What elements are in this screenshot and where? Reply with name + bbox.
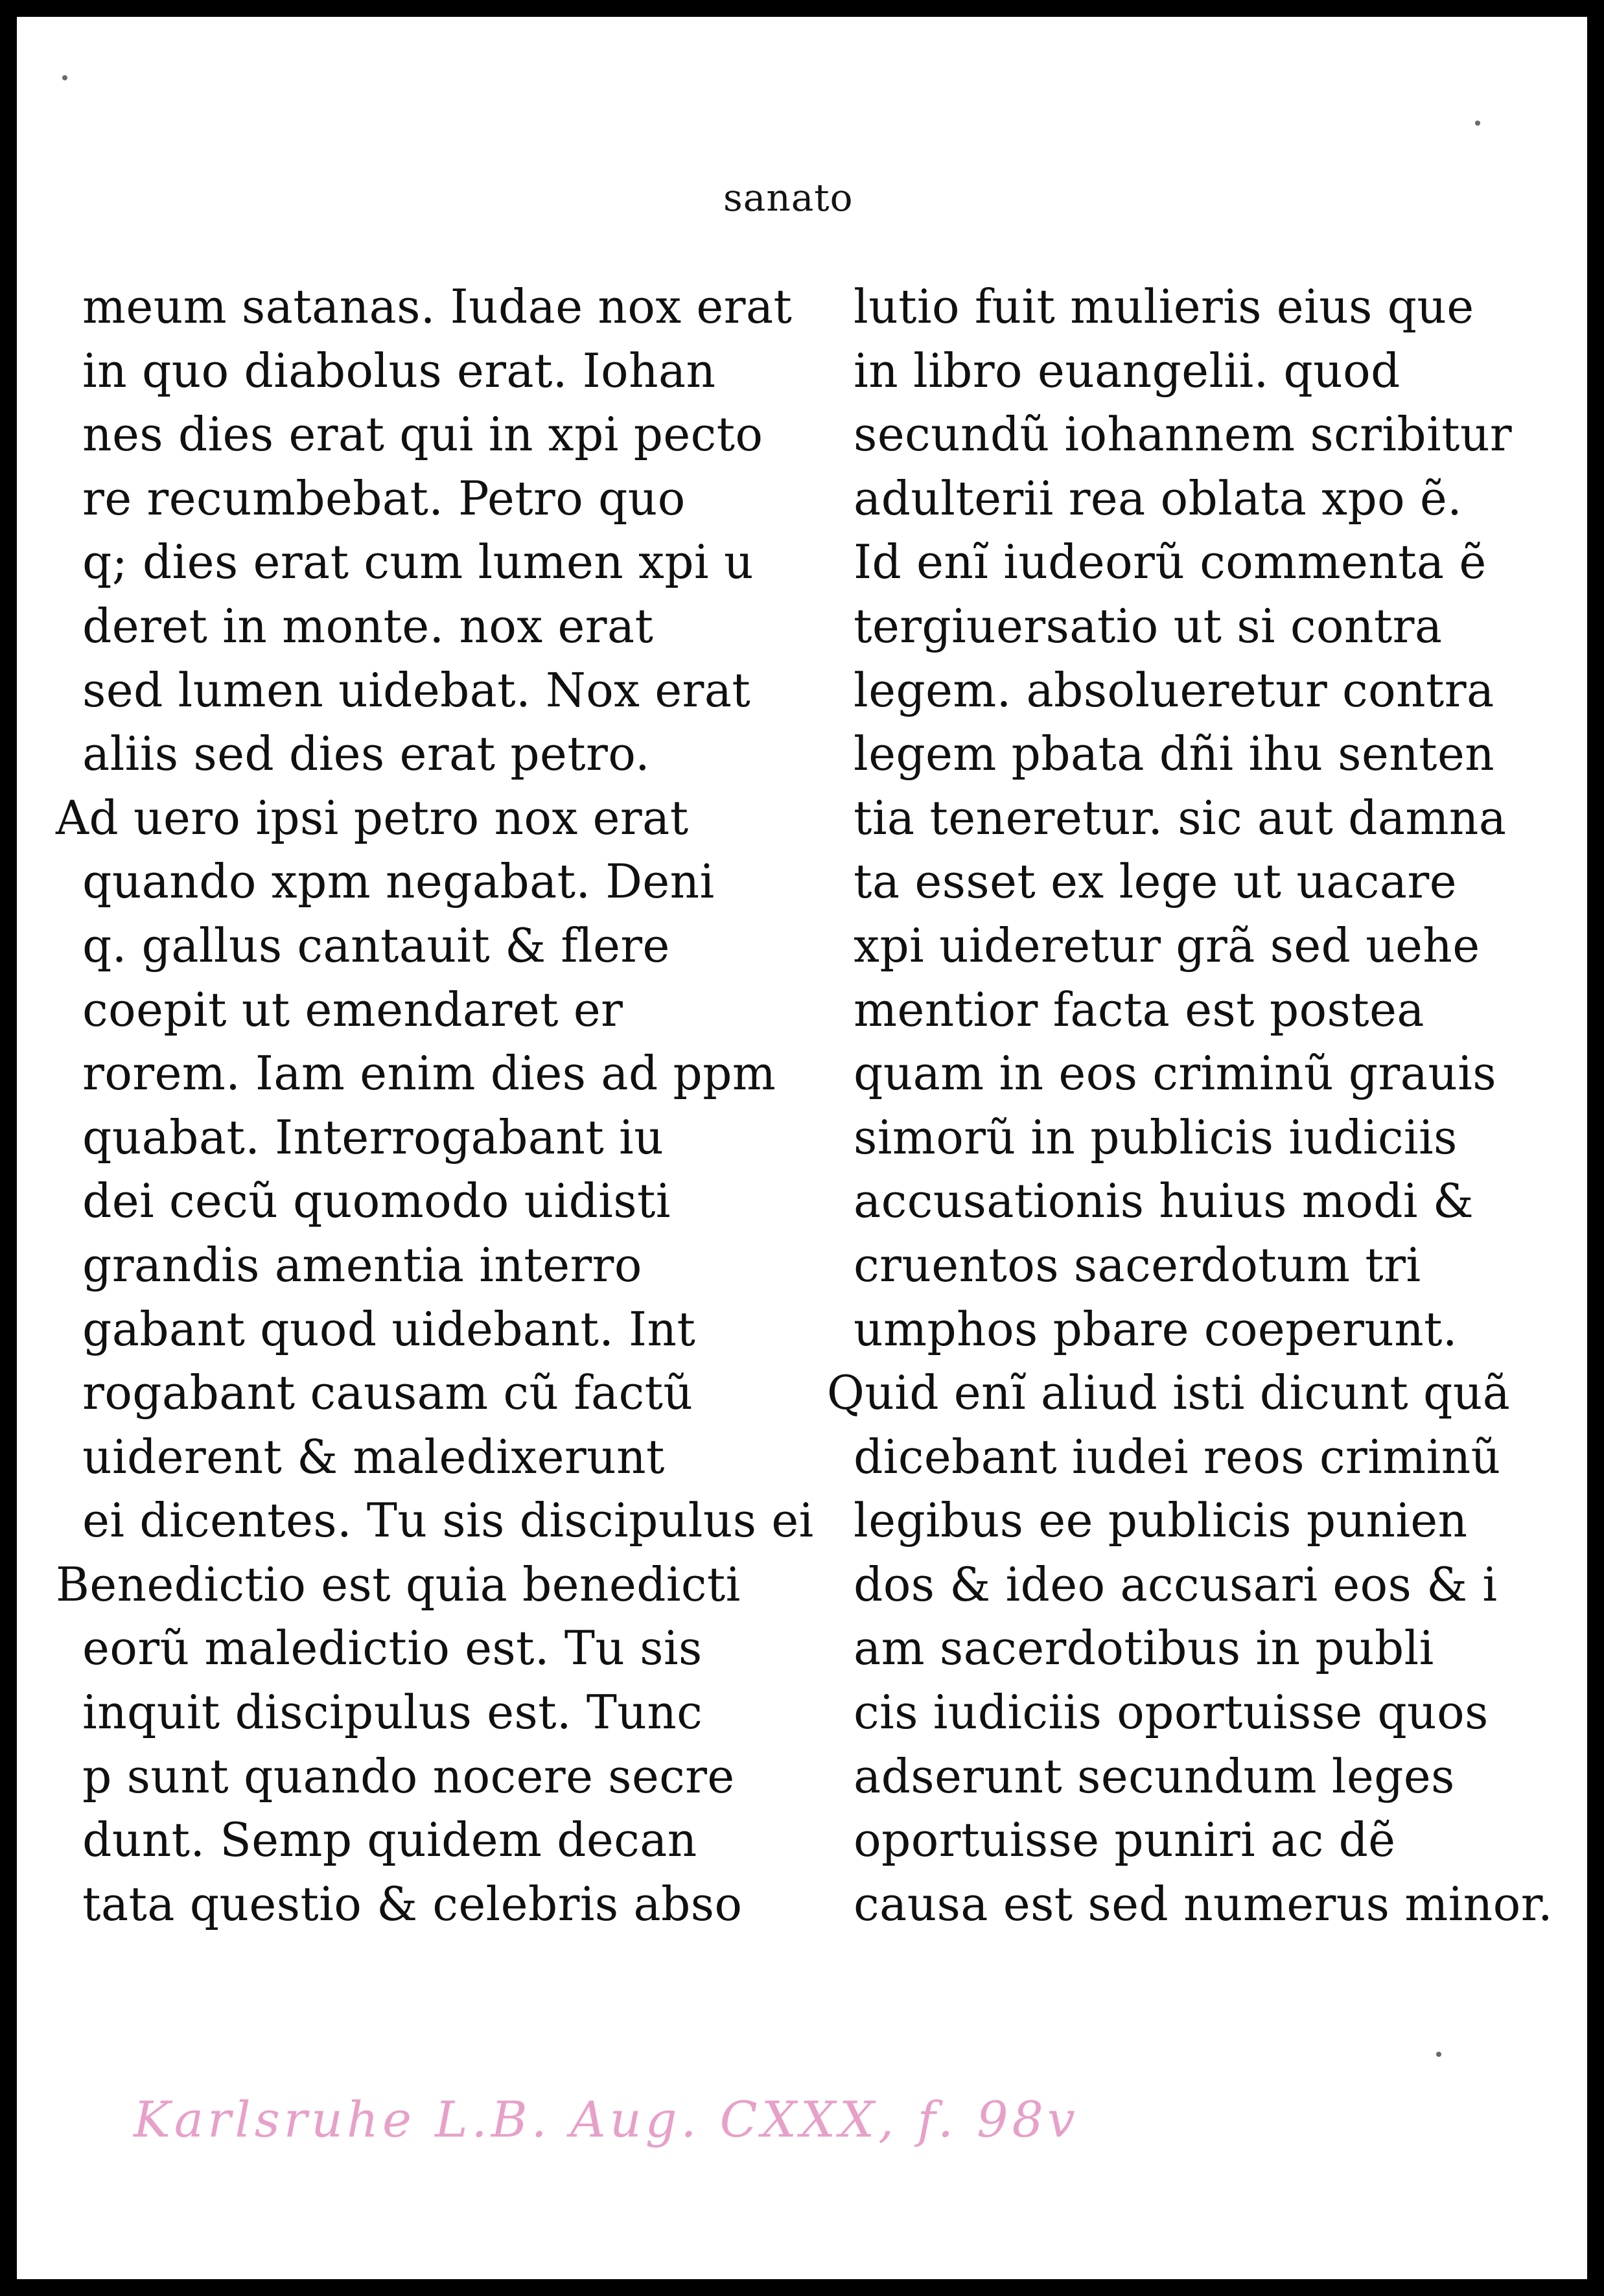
manuscript-line: Id enĩ iudeorũ commenta ẽ — [854, 535, 1487, 590]
manuscript-line: accusationis huius modi & — [854, 1174, 1474, 1229]
manuscript-line: dos & ideo accusari eos & i — [854, 1557, 1498, 1612]
manuscript-page — [17, 17, 1587, 2279]
manuscript-line: adserunt secundum leges — [854, 1748, 1455, 1803]
manuscript-line: quam in eos criminũ grauis — [854, 1046, 1497, 1101]
manuscript-line: q. gallus cantauit & flere — [82, 918, 670, 973]
manuscript-line: tata questio & celebris abso — [82, 1876, 743, 1931]
manuscript-line: re recumbebat. Petro quo — [82, 470, 686, 526]
manuscript-line: rogabant causam cũ factũ — [82, 1365, 693, 1421]
left-text-column — [56, 275, 814, 1936]
manuscript-line: xpi uideretur grã sed uehe — [854, 918, 1480, 973]
manuscript-line: dei cecũ quomodo uidisti — [82, 1174, 671, 1229]
manuscript-line: legibus ee publicis punien — [854, 1493, 1468, 1548]
dust-speck — [1475, 121, 1480, 126]
manuscript-line: quando xpm negabat. Deni — [82, 854, 715, 909]
manuscript-line: sed lumen uidebat. Nox erat — [82, 662, 751, 717]
manuscript-line: gabant quod uidebant. Int — [82, 1301, 696, 1356]
manuscript-line: coepit ut emendaret er — [82, 982, 623, 1037]
running-head: sanato — [723, 176, 854, 220]
manuscript-line: Benedictio est quia benedicti — [56, 1557, 741, 1612]
manuscript-line: adulterii rea oblata xpo ẽ. — [854, 470, 1463, 526]
manuscript-line: lutio fuit mulieris eius que — [854, 279, 1474, 334]
dust-speck — [62, 75, 67, 80]
manuscript-line: cruentos sacerdotum tri — [854, 1237, 1421, 1292]
dust-speck — [1436, 2052, 1441, 2057]
manuscript-line: deret in monte. nox erat — [82, 598, 654, 653]
manuscript-line: mentior facta est postea — [854, 982, 1424, 1037]
manuscript-line: in quo diabolus erat. Iohan — [82, 343, 716, 398]
right-text-column — [827, 275, 1559, 1936]
manuscript-line: Ad uero ipsi petro nox erat — [56, 790, 689, 845]
manuscript-line: uiderent & maledixerunt — [82, 1429, 665, 1484]
manuscript-line: legem pbata dñi ihu senten — [854, 726, 1495, 782]
manuscript-line: q; dies erat cum lumen xpi u — [82, 535, 754, 590]
manuscript-line: quabat. Interrogabant iu — [82, 1109, 664, 1165]
manuscript-line: tia teneretur. sic aut damna — [854, 790, 1507, 845]
manuscript-line: aliis sed dies erat petro. — [82, 726, 651, 782]
manuscript-line: ei dicentes. Tu sis discipulus ei — [82, 1493, 814, 1548]
manuscript-line: in libro euangelii. quod — [854, 343, 1401, 398]
manuscript-line: simorũ in publicis iudiciis — [854, 1109, 1458, 1165]
manuscript-line: oportuisse puniri ac dẽ — [854, 1813, 1396, 1868]
manuscript-line: grandis amentia interro — [82, 1237, 642, 1292]
manuscript-line: Quid enĩ aliud isti dicunt quã — [827, 1365, 1511, 1421]
manuscript-line: tergiuersatio ut si contra — [854, 598, 1443, 653]
manuscript-line: eorũ maledictio est. Tu sis — [82, 1621, 703, 1676]
manuscript-line: p sunt quando nocere secre — [82, 1748, 735, 1803]
manuscript-line: legem. absolueretur contra — [854, 662, 1494, 717]
manuscript-line: nes dies erat qui in xpi pectο — [82, 407, 763, 462]
manuscript-line: causa est sed numerus minor. — [854, 1876, 1553, 1931]
manuscript-line: dicebant iudei reos criminũ — [854, 1429, 1501, 1484]
manuscript-line: cis iudiciis oportuisse quos — [854, 1685, 1489, 1740]
manuscript-line: am sacerdotibus in publi — [854, 1621, 1434, 1676]
manuscript-line: secundũ iohannem scribitur — [854, 407, 1513, 462]
shelfmark-annotation: Karlsruhe L.B. Aug. CXXX, f. 98v — [134, 2091, 1079, 2148]
manuscript-line: ta esset ex lege ut uacare — [854, 854, 1457, 909]
manuscript-line: inquit discipulus est. Tunc — [82, 1685, 703, 1740]
manuscript-line: meum satanas. Iudae nox erat — [82, 279, 793, 334]
manuscript-line: dunt. Semp quidem decan — [82, 1813, 697, 1868]
manuscript-line: umphos pbare coeperunt. — [854, 1301, 1458, 1356]
manuscript-line: rorem. Iam enim dies ad ppm — [82, 1046, 776, 1101]
